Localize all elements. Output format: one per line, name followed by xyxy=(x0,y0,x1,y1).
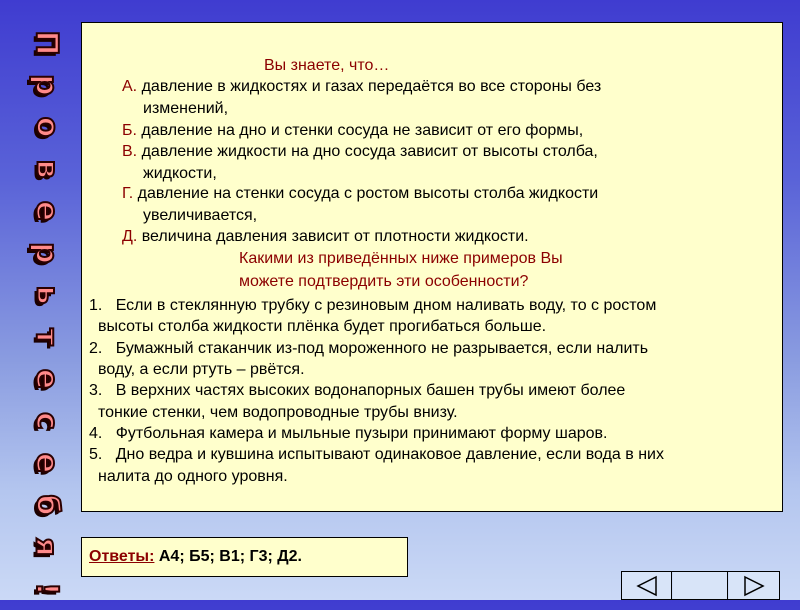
question-line-2: можете подтвердить эти особенности? xyxy=(239,273,529,290)
example-number: 1. xyxy=(89,297,103,314)
example-2 xyxy=(89,338,648,360)
example-5-continuation: налита до одного уровня. xyxy=(98,468,288,485)
triangle-right-icon xyxy=(743,575,765,597)
answers-label: Ответы: xyxy=(89,548,155,565)
side-letter: е xyxy=(28,368,64,390)
content-panel xyxy=(81,22,783,512)
fact-g xyxy=(122,183,598,205)
side-letter: р xyxy=(28,242,64,264)
side-letter: т xyxy=(28,328,64,346)
example-number: 5. xyxy=(89,446,103,463)
example-1 xyxy=(89,295,656,317)
side-letter: П xyxy=(28,30,64,56)
side-letter: с xyxy=(28,412,64,430)
panel-title: Вы знаете, что… xyxy=(264,57,390,74)
fact-text: давление в жидкостях и газах передаётся во все стороны без xyxy=(141,78,602,95)
example-2-continuation: воду, а если ртуть – рвётся. xyxy=(98,361,305,378)
side-letter: б xyxy=(28,494,64,516)
fact-text: давление жидкости на дно сосуда зависит от высоты столба, xyxy=(141,143,598,160)
example-5 xyxy=(89,444,664,466)
fact-letter: А. xyxy=(122,78,138,95)
example-3-continuation: тонкие стенки, чем водопроводные трубы внизу. xyxy=(98,404,458,421)
navigation-bar xyxy=(621,571,780,600)
fact-letter: Г. xyxy=(122,185,134,202)
example-text: Если в стеклянную трубку с резиновым дном наливать воду, то с ростом xyxy=(115,297,657,314)
example-3 xyxy=(89,380,625,402)
example-number: 3. xyxy=(89,382,103,399)
example-4 xyxy=(89,423,607,445)
fact-letter: Д. xyxy=(122,228,138,245)
fact-v xyxy=(122,141,598,163)
fact-b xyxy=(122,120,583,142)
answers-box xyxy=(81,537,408,577)
fact-text: величина давления зависит от плотности жидкости. xyxy=(141,228,529,245)
side-letter: е xyxy=(28,200,64,222)
side-letter: я xyxy=(28,537,64,557)
example-text: В верхних частях высоких водонапорных башен трубы имеют более xyxy=(115,382,626,399)
next-slide-button[interactable] xyxy=(729,572,779,599)
example-1-continuation: высоты столба жидкости плёнка будет прогибаться больше. xyxy=(98,318,547,335)
fact-g-continuation: увеличивается, xyxy=(143,207,258,224)
fact-v-continuation: жидкости, xyxy=(143,165,217,182)
example-number: 4. xyxy=(89,425,103,442)
fact-d xyxy=(122,226,529,248)
side-letter: ! xyxy=(29,582,64,596)
fact-text: давление на стенки сосуда с ростом высоты столба жидкости xyxy=(137,185,599,202)
answers-value: А4; Б5; В1; Г3; Д2. xyxy=(158,548,302,565)
question-line-1: Какими из приведённых ниже примеров Вы xyxy=(239,250,563,267)
fact-a-continuation: изменений, xyxy=(143,100,229,117)
fact-letter: Б. xyxy=(122,122,137,139)
blank-nav-button[interactable] xyxy=(673,572,728,599)
side-letter: р xyxy=(28,74,64,96)
triangle-left-icon xyxy=(636,575,658,597)
fact-a xyxy=(122,76,601,98)
example-text: Бумажный стаканчик из-под мороженного не разрывается, если налить xyxy=(115,340,649,357)
side-letter: ь xyxy=(28,285,64,305)
fact-letter: В. xyxy=(122,143,138,160)
side-vertical-title xyxy=(20,22,72,610)
side-letter: е xyxy=(28,452,64,474)
example-number: 2. xyxy=(89,340,103,357)
example-text: Футбольная камера и мыльные пузыри принимают форму шаров. xyxy=(115,425,608,442)
fact-text: давление на дно и стенки сосуда не зависит от его формы, xyxy=(141,122,584,139)
previous-slide-button[interactable] xyxy=(622,572,672,599)
side-letter: о xyxy=(29,116,64,138)
side-letter: в xyxy=(28,159,64,179)
example-text: Дно ведра и кувшина испытывают одинаковое давление, если вода в них xyxy=(115,446,664,463)
